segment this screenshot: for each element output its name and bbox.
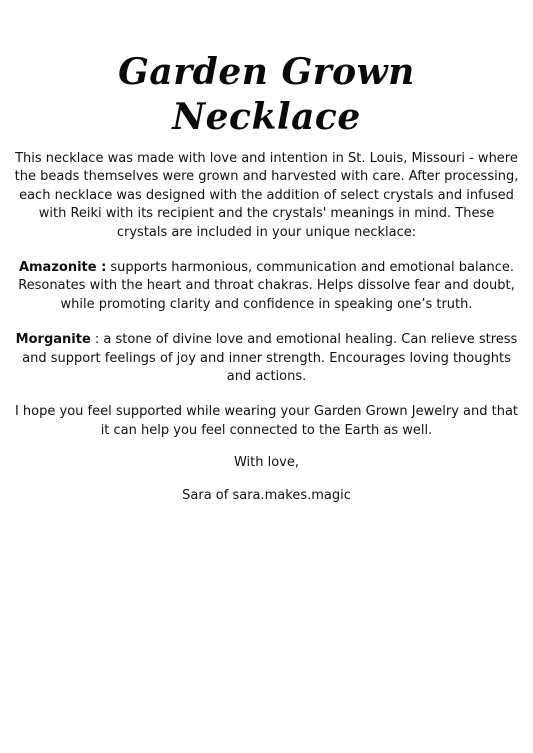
crystal-name-amazonite: Amazonite : <box>18 260 107 276</box>
crystal-paragraph-morganite <box>14 331 519 386</box>
title-line-2: Necklace <box>172 96 361 138</box>
document-body <box>14 150 519 522</box>
signature: Sara of sara.makes.magic <box>182 487 351 503</box>
title-line-1: Garden Grown <box>118 51 415 93</box>
crystal-name-morganite: Morganite <box>15 332 91 348</box>
intro-paragraph: This necklace was made with love and intention in St. Louis, Missouri - where the beads themselves were grown and harvested with care. After processing, each necklace was designed with the addition of select crystals and infused with Reiki with its recipient and the crystals' meanings in mind. These crystals are included in your unique necklace: <box>14 151 519 240</box>
signoff: With love, <box>233 455 300 471</box>
crystal-description-amazonite: supports harmonious, communication and emotional balance. Resonates with the heart and throat chakras. Helps dissolve fear and doubt, while promoting clarity and confidence in speaking one’s truth. <box>18 260 515 312</box>
crystal-paragraph-amazonite <box>14 259 519 314</box>
closing-paragraph: I hope you feel supported while wearing your Garden Grown Jewelry and that it can help you feel connected to the Earth as well. <box>14 404 519 438</box>
crystal-description-morganite: : a stone of divine love and emotional healing. Can relieve stress and support feelings of joy and inner strength. Encourages loving thoughts and actions. <box>22 332 518 385</box>
